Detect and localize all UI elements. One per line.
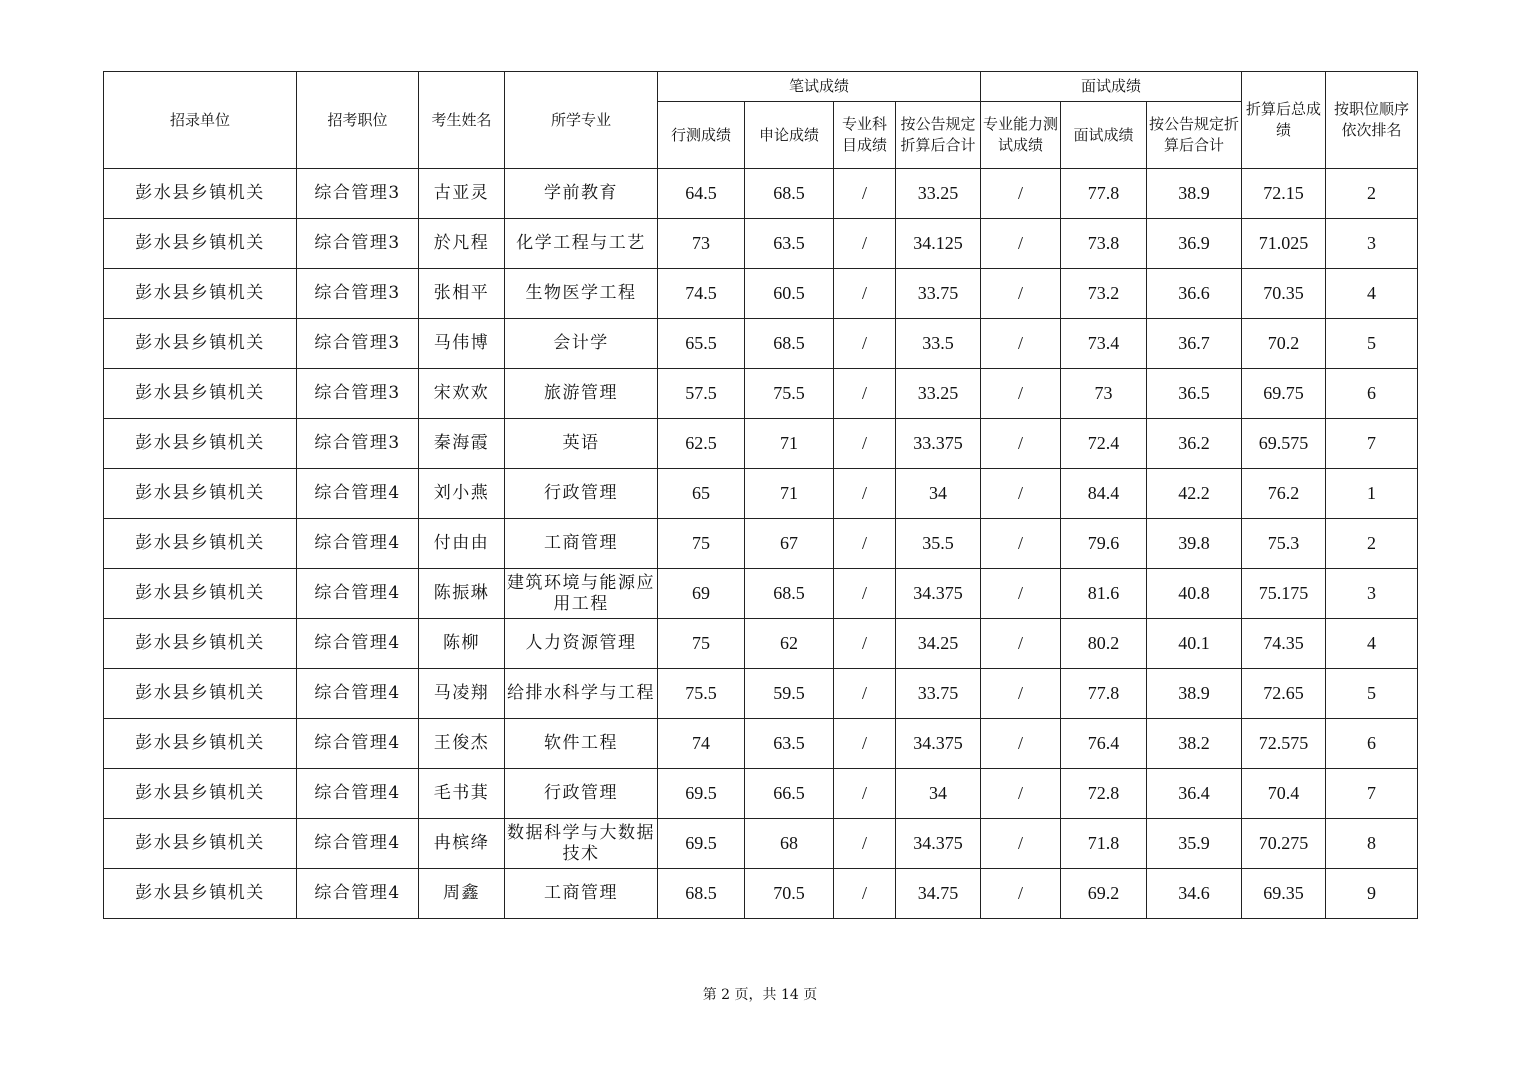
cell-unit: 彭水县乡镇机关: [104, 319, 297, 369]
cell-name: 陈柳: [419, 619, 505, 669]
header-interview-converted: 按公告规定折算后合计: [1147, 102, 1242, 169]
cell-position: 综合管理4: [297, 569, 419, 619]
cell-name: 马凌翔: [419, 669, 505, 719]
cell-xingce: 64.5: [658, 169, 745, 219]
cell-position: 综合管理4: [297, 869, 419, 919]
cell-name: 刘小燕: [419, 469, 505, 519]
cell-professional: /: [834, 319, 896, 369]
cell-total: 70.35: [1242, 269, 1326, 319]
cell-interview: 77.8: [1061, 169, 1147, 219]
header-interview-score: 面试成绩: [1061, 102, 1147, 169]
score-table: [103, 71, 1418, 919]
cell-shenlun: 63.5: [745, 719, 834, 769]
cell-shenlun: 68.5: [745, 569, 834, 619]
table-row: [104, 519, 1418, 569]
table-row: [104, 269, 1418, 319]
cell-total: 74.35: [1242, 619, 1326, 669]
cell-shenlun: 71: [745, 419, 834, 469]
cell-name: 宋欢欢: [419, 369, 505, 419]
cell-professional: /: [834, 769, 896, 819]
cell-xingce: 74.5: [658, 269, 745, 319]
cell-unit: 彭水县乡镇机关: [104, 369, 297, 419]
cell-shenlun: 59.5: [745, 669, 834, 719]
cell-major: 学前教育: [505, 169, 658, 219]
cell-shenlun: 68: [745, 819, 834, 869]
cell-major: 工商管理: [505, 869, 658, 919]
cell-unit: 彭水县乡镇机关: [104, 469, 297, 519]
header-name: 考生姓名: [419, 72, 505, 169]
cell-interview-converted: 34.6: [1147, 869, 1242, 919]
cell-total: 70.4: [1242, 769, 1326, 819]
cell-interview-converted: 36.7: [1147, 319, 1242, 369]
cell-total: 76.2: [1242, 469, 1326, 519]
cell-shenlun: 70.5: [745, 869, 834, 919]
cell-written-converted: 33.25: [896, 369, 981, 419]
cell-written-converted: 33.5: [896, 319, 981, 369]
cell-interview-converted: 42.2: [1147, 469, 1242, 519]
cell-interview: 73.8: [1061, 219, 1147, 269]
header-xingce: 行测成绩: [658, 102, 745, 169]
cell-interview: 73: [1061, 369, 1147, 419]
cell-professional: /: [834, 669, 896, 719]
cell-rank: 4: [1326, 619, 1418, 669]
cell-written-converted: 34.25: [896, 619, 981, 669]
cell-interview-converted: 39.8: [1147, 519, 1242, 569]
cell-major: 行政管理: [505, 769, 658, 819]
cell-xingce: 69.5: [658, 819, 745, 869]
cell-unit: 彭水县乡镇机关: [104, 669, 297, 719]
cell-rank: 3: [1326, 219, 1418, 269]
cell-ability: /: [981, 619, 1061, 669]
cell-name: 毛书萁: [419, 769, 505, 819]
cell-interview-converted: 36.9: [1147, 219, 1242, 269]
cell-xingce: 62.5: [658, 419, 745, 469]
cell-rank: 6: [1326, 719, 1418, 769]
cell-ability: /: [981, 819, 1061, 869]
cell-unit: 彭水县乡镇机关: [104, 769, 297, 819]
cell-written-converted: 34.375: [896, 569, 981, 619]
cell-position: 综合管理4: [297, 669, 419, 719]
header-shenlun: 申论成绩: [745, 102, 834, 169]
cell-name: 秦海霞: [419, 419, 505, 469]
cell-interview: 71.8: [1061, 819, 1147, 869]
cell-professional: /: [834, 369, 896, 419]
cell-rank: 5: [1326, 319, 1418, 369]
cell-rank: 4: [1326, 269, 1418, 319]
cell-unit: 彭水县乡镇机关: [104, 219, 297, 269]
cell-written-converted: 35.5: [896, 519, 981, 569]
cell-written-converted: 33.25: [896, 169, 981, 219]
header-position: 招考职位: [297, 72, 419, 169]
cell-rank: 2: [1326, 519, 1418, 569]
table-row: [104, 869, 1418, 919]
cell-shenlun: 60.5: [745, 269, 834, 319]
cell-ability: /: [981, 369, 1061, 419]
cell-professional: /: [834, 819, 896, 869]
header-unit: 招录单位: [104, 72, 297, 169]
cell-ability: /: [981, 869, 1061, 919]
cell-interview-converted: 38.9: [1147, 169, 1242, 219]
header-rank: 按职位顺序依次排名: [1326, 72, 1418, 169]
cell-professional: /: [834, 169, 896, 219]
cell-ability: /: [981, 219, 1061, 269]
table-row: [104, 819, 1418, 869]
cell-xingce: 74: [658, 719, 745, 769]
cell-interview-converted: 35.9: [1147, 819, 1242, 869]
cell-position: 综合管理4: [297, 469, 419, 519]
cell-major: 工商管理: [505, 519, 658, 569]
cell-name: 周鑫: [419, 869, 505, 919]
header-written-converted: 按公告规定折算后合计: [896, 102, 981, 169]
cell-name: 王俊杰: [419, 719, 505, 769]
cell-position: 综合管理3: [297, 219, 419, 269]
cell-interview: 73.4: [1061, 319, 1147, 369]
cell-total: 69.575: [1242, 419, 1326, 469]
cell-professional: /: [834, 619, 896, 669]
cell-shenlun: 68.5: [745, 169, 834, 219]
cell-rank: 5: [1326, 669, 1418, 719]
cell-ability: /: [981, 269, 1061, 319]
cell-interview: 73.2: [1061, 269, 1147, 319]
cell-unit: 彭水县乡镇机关: [104, 169, 297, 219]
cell-ability: /: [981, 519, 1061, 569]
cell-unit: 彭水县乡镇机关: [104, 619, 297, 669]
cell-interview: 76.4: [1061, 719, 1147, 769]
cell-rank: 3: [1326, 569, 1418, 619]
cell-total: 75.3: [1242, 519, 1326, 569]
cell-xingce: 73: [658, 219, 745, 269]
cell-xingce: 65: [658, 469, 745, 519]
table-row: [104, 569, 1418, 619]
cell-name: 於凡程: [419, 219, 505, 269]
cell-position: 综合管理4: [297, 619, 419, 669]
cell-rank: 8: [1326, 819, 1418, 869]
table-row: [104, 469, 1418, 519]
cell-written-converted: 33.75: [896, 669, 981, 719]
cell-position: 综合管理3: [297, 269, 419, 319]
cell-professional: /: [834, 469, 896, 519]
cell-major: 行政管理: [505, 469, 658, 519]
cell-unit: 彭水县乡镇机关: [104, 269, 297, 319]
cell-major: 软件工程: [505, 719, 658, 769]
cell-major: 会计学: [505, 319, 658, 369]
cell-written-converted: 34.375: [896, 719, 981, 769]
header-ability-test: 专业能力测试成绩: [981, 102, 1061, 169]
cell-name: 马伟博: [419, 319, 505, 369]
table-row: [104, 169, 1418, 219]
cell-unit: 彭水县乡镇机关: [104, 819, 297, 869]
cell-ability: /: [981, 719, 1061, 769]
cell-shenlun: 68.5: [745, 319, 834, 369]
cell-interview: 84.4: [1061, 469, 1147, 519]
cell-interview-converted: 40.8: [1147, 569, 1242, 619]
cell-shenlun: 63.5: [745, 219, 834, 269]
cell-rank: 7: [1326, 769, 1418, 819]
cell-professional: /: [834, 569, 896, 619]
table-row: [104, 219, 1418, 269]
cell-position: 综合管理3: [297, 319, 419, 369]
cell-major: 化学工程与工艺: [505, 219, 658, 269]
table-body: [104, 169, 1418, 919]
cell-professional: /: [834, 519, 896, 569]
cell-total: 71.025: [1242, 219, 1326, 269]
cell-name: 张相平: [419, 269, 505, 319]
table-row: [104, 769, 1418, 819]
cell-interview: 80.2: [1061, 619, 1147, 669]
cell-professional: /: [834, 419, 896, 469]
cell-total: 75.175: [1242, 569, 1326, 619]
cell-shenlun: 62: [745, 619, 834, 669]
cell-interview-converted: 36.6: [1147, 269, 1242, 319]
table-row: [104, 419, 1418, 469]
table-row: [104, 669, 1418, 719]
cell-professional: /: [834, 269, 896, 319]
cell-xingce: 75: [658, 619, 745, 669]
cell-xingce: 75.5: [658, 669, 745, 719]
table-header: [104, 72, 1418, 169]
header-major: 所学专业: [505, 72, 658, 169]
cell-xingce: 65.5: [658, 319, 745, 369]
cell-written-converted: 34.125: [896, 219, 981, 269]
cell-major: 英语: [505, 419, 658, 469]
cell-unit: 彭水县乡镇机关: [104, 519, 297, 569]
cell-professional: /: [834, 719, 896, 769]
cell-major: 人力资源管理: [505, 619, 658, 669]
cell-interview-converted: 38.9: [1147, 669, 1242, 719]
table-row: [104, 369, 1418, 419]
cell-total: 69.35: [1242, 869, 1326, 919]
cell-total: 70.275: [1242, 819, 1326, 869]
cell-interview-converted: 36.4: [1147, 769, 1242, 819]
cell-unit: 彭水县乡镇机关: [104, 869, 297, 919]
cell-major: 建筑环境与能源应用工程: [505, 569, 658, 619]
cell-position: 综合管理3: [297, 419, 419, 469]
cell-shenlun: 71: [745, 469, 834, 519]
cell-total: 72.65: [1242, 669, 1326, 719]
cell-position: 综合管理3: [297, 369, 419, 419]
cell-interview: 72.4: [1061, 419, 1147, 469]
cell-ability: /: [981, 769, 1061, 819]
cell-xingce: 69.5: [658, 769, 745, 819]
cell-rank: 2: [1326, 169, 1418, 219]
cell-interview: 79.6: [1061, 519, 1147, 569]
cell-name: 冉槟绛: [419, 819, 505, 869]
cell-rank: 1: [1326, 469, 1418, 519]
cell-ability: /: [981, 569, 1061, 619]
table-row: [104, 719, 1418, 769]
cell-ability: /: [981, 419, 1061, 469]
page-number: 第 2 页，共 14 页: [702, 987, 818, 1003]
cell-name: 陈振琳: [419, 569, 505, 619]
cell-position: 综合管理4: [297, 769, 419, 819]
cell-position: 综合管理3: [297, 169, 419, 219]
cell-total: 70.2: [1242, 319, 1326, 369]
cell-position: 综合管理4: [297, 819, 419, 869]
cell-xingce: 69: [658, 569, 745, 619]
cell-ability: /: [981, 169, 1061, 219]
cell-xingce: 68.5: [658, 869, 745, 919]
header-professional: 专业科目成绩: [834, 102, 896, 169]
cell-professional: /: [834, 869, 896, 919]
cell-interview: 77.8: [1061, 669, 1147, 719]
cell-total: 72.15: [1242, 169, 1326, 219]
table-row: [104, 319, 1418, 369]
cell-rank: 6: [1326, 369, 1418, 419]
cell-unit: 彭水县乡镇机关: [104, 719, 297, 769]
cell-written-converted: 34.75: [896, 869, 981, 919]
cell-written-converted: 33.75: [896, 269, 981, 319]
cell-rank: 9: [1326, 869, 1418, 919]
cell-xingce: 57.5: [658, 369, 745, 419]
cell-major: 数据科学与大数据技术: [505, 819, 658, 869]
cell-shenlun: 75.5: [745, 369, 834, 419]
cell-shenlun: 66.5: [745, 769, 834, 819]
cell-ability: /: [981, 469, 1061, 519]
cell-total: 69.75: [1242, 369, 1326, 419]
header-interview-group: 面试成绩: [981, 72, 1242, 102]
cell-interview: 69.2: [1061, 869, 1147, 919]
cell-total: 72.575: [1242, 719, 1326, 769]
cell-unit: 彭水县乡镇机关: [104, 569, 297, 619]
cell-interview: 72.8: [1061, 769, 1147, 819]
cell-name: 古亚灵: [419, 169, 505, 219]
cell-written-converted: 34: [896, 469, 981, 519]
cell-rank: 7: [1326, 419, 1418, 469]
cell-xingce: 75: [658, 519, 745, 569]
table-row: [104, 619, 1418, 669]
cell-position: 综合管理4: [297, 719, 419, 769]
cell-interview-converted: 40.1: [1147, 619, 1242, 669]
cell-major: 给排水科学与工程: [505, 669, 658, 719]
cell-written-converted: 34: [896, 769, 981, 819]
cell-unit: 彭水县乡镇机关: [104, 419, 297, 469]
cell-major: 生物医学工程: [505, 269, 658, 319]
cell-written-converted: 34.375: [896, 819, 981, 869]
cell-shenlun: 67: [745, 519, 834, 569]
cell-name: 付由由: [419, 519, 505, 569]
cell-interview: 81.6: [1061, 569, 1147, 619]
cell-ability: /: [981, 319, 1061, 369]
cell-written-converted: 33.375: [896, 419, 981, 469]
cell-interview-converted: 36.5: [1147, 369, 1242, 419]
header-written-group: 笔试成绩: [658, 72, 981, 102]
header-total: 折算后总成绩: [1242, 72, 1326, 169]
cell-interview-converted: 36.2: [1147, 419, 1242, 469]
cell-professional: /: [834, 219, 896, 269]
cell-interview-converted: 38.2: [1147, 719, 1242, 769]
cell-position: 综合管理4: [297, 519, 419, 569]
cell-major: 旅游管理: [505, 369, 658, 419]
cell-ability: /: [981, 669, 1061, 719]
